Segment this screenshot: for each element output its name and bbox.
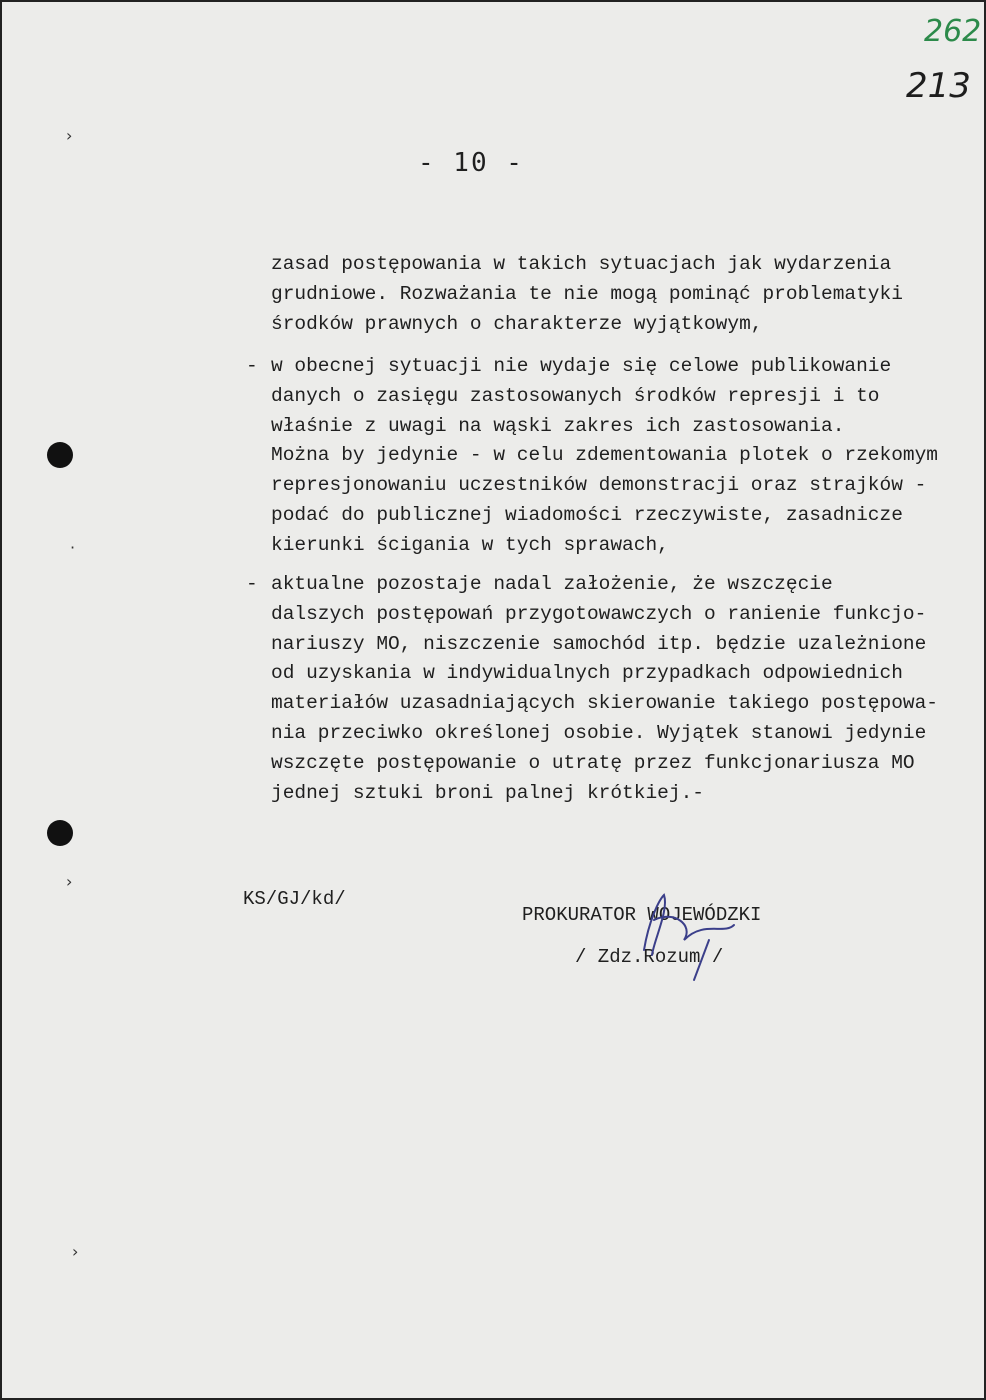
text-line: materiałów uzasadniających skierowanie takiego postępowa- — [271, 692, 939, 715]
text-line: od uzyskania w indywidualnych przypadkach odpowiednich — [271, 662, 903, 685]
text-line: grudniowe. Rozważania te nie mogą pominąć problematyki — [271, 282, 903, 305]
text-line: danych o zasięgu zastosowanych środków represji i to — [271, 384, 880, 407]
signatory-title: PROKURATOR WOJEWÓDZKI — [522, 904, 762, 926]
text-line: właśnie z uwagi na wąski zakres ich zastosowania. — [271, 414, 845, 437]
margin-mark: · — [70, 538, 76, 557]
text-line: zasad postępowania w takich sytuacjach jak wydarzenia — [271, 253, 892, 275]
archive-number-top: 262 — [924, 14, 982, 49]
text-line: Można by jedynie - w celu zdementowania plotek o rzekomym — [271, 444, 939, 467]
text-line: dalszych postępowań przygotowawczych o ranienie funkcjo- — [271, 602, 927, 625]
text-line: aktualne pozostaje nadal założenie, że wszczęcie — [271, 573, 833, 595]
text-line: środków prawnych o charakterze wyjątkowym, — [271, 312, 763, 335]
bullet-dash: - — [246, 573, 258, 595]
text-line: nariuszy MO, niszczenie samochód itp. będzie uzależnione — [271, 632, 927, 655]
text-line: podać do publicznej wiadomości rzeczywiste, zasadnicze — [271, 504, 903, 526]
bullet-dash: - — [246, 355, 258, 377]
archive-number-bottom: 213 — [906, 66, 971, 106]
punch-hole — [47, 442, 73, 468]
text-line: w obecnej sytuacji nie wydaje się celowe publikowanie — [271, 355, 892, 377]
reference-initials: KS/GJ/kd/ — [243, 888, 346, 910]
text-line: represjonowaniu uczestników demonstracji oraz strajków - — [271, 474, 927, 497]
handwritten-signature — [624, 880, 754, 990]
text-line: nia przeciwko określonej osobie. Wyjątek stanowi jedynie — [271, 722, 927, 744]
margin-mark: › — [66, 126, 73, 145]
text-line: jednej sztuki broni palnej krótkiej.- — [271, 781, 704, 804]
punch-hole — [47, 820, 73, 846]
text-line: wszczęte postępowanie o utratę przez funkcjonariusza MO — [271, 751, 915, 774]
margin-mark: › — [66, 872, 73, 891]
margin-mark: › — [72, 1242, 79, 1261]
page-number: - 10 - — [418, 148, 524, 178]
signatory-name: / Zdz.Rozum / — [575, 946, 724, 968]
text-line: kierunki ścigania w tych sprawach, — [271, 533, 669, 556]
